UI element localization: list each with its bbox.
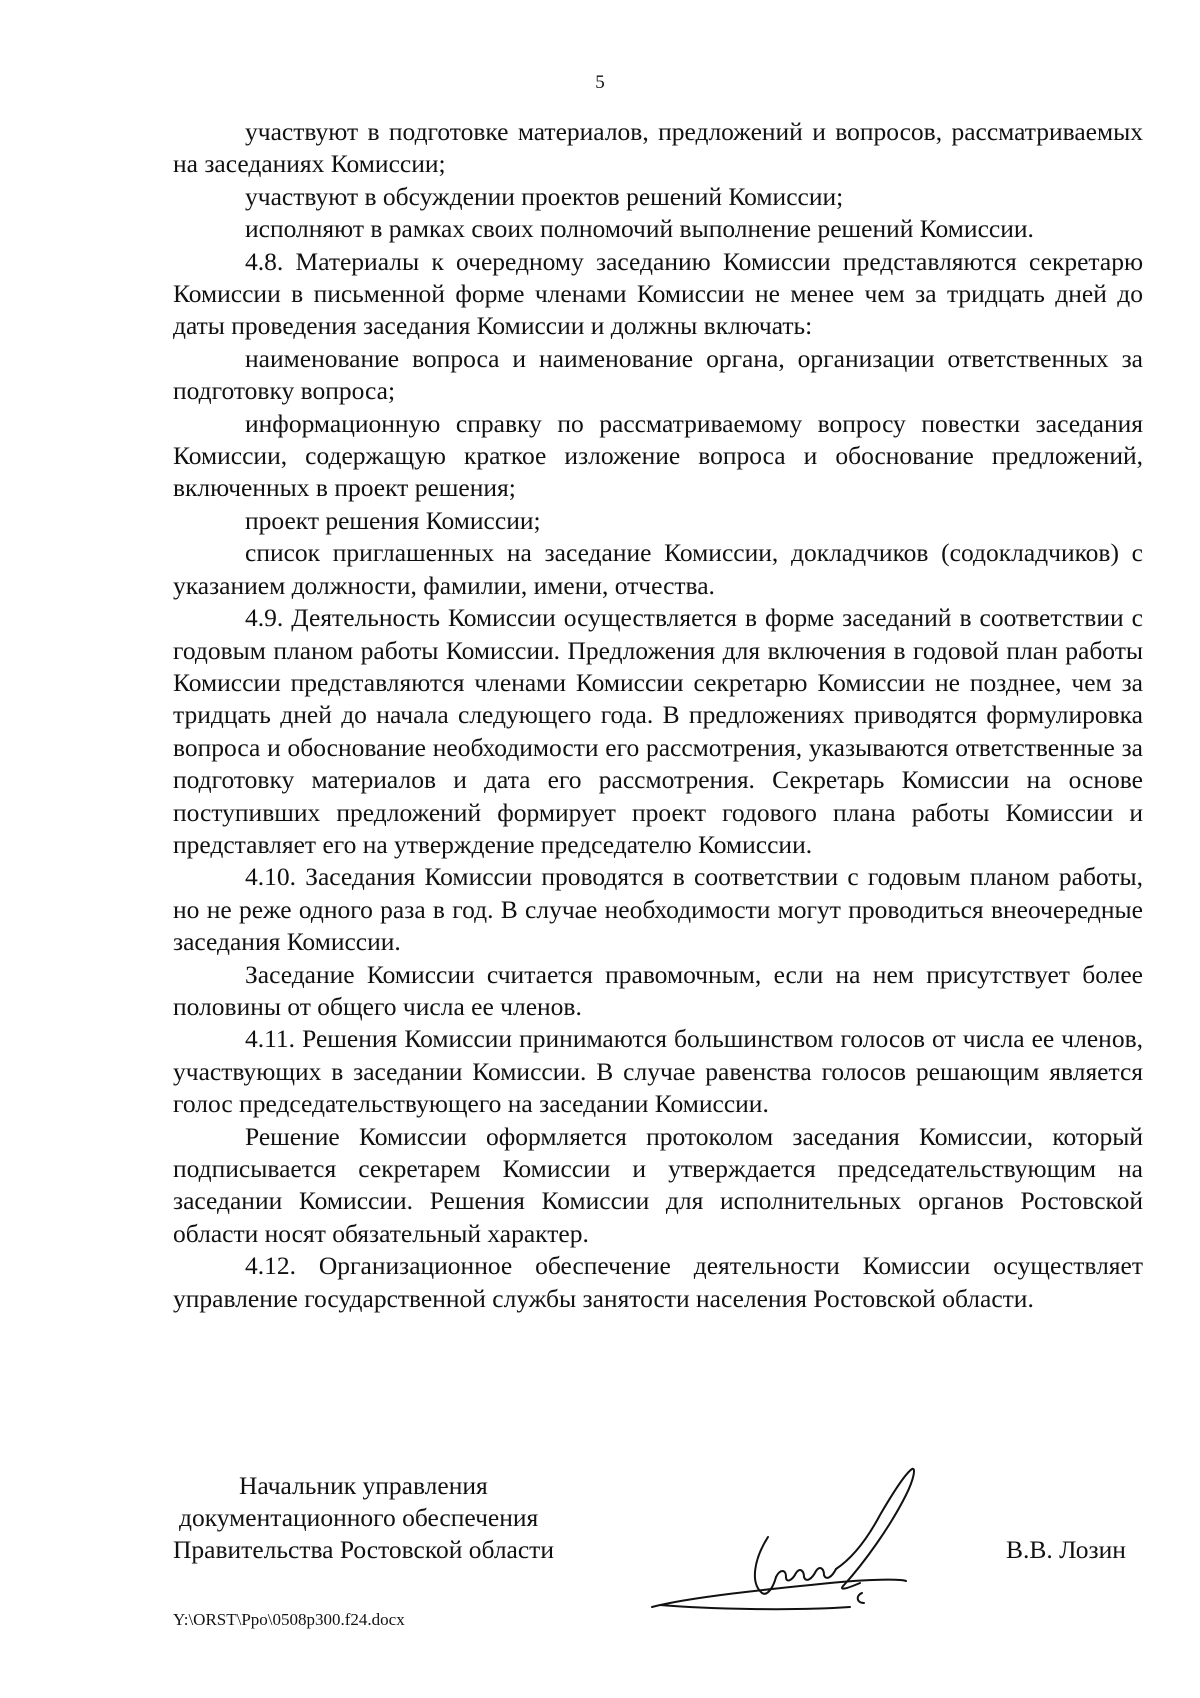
page-number: 5	[595, 72, 605, 93]
signer-name: В.В. Лозин	[1006, 1535, 1126, 1564]
paragraph-2: участвуют в обсуждении проектов решений Комиссии;	[245, 181, 844, 211]
paragraph-4-8: 4.8. Материалы к очередному заседанию Комиссии представляются секретарю Комиссии в письменной форме членами Комиссии не менее чем за тридцать дней до даты проведения заседания Комиссии и должны включать:	[173, 246, 1143, 341]
paragraph-4-9: 4.9. Деятельность Комиссии осуществляется в форме заседаний в соответствии с годовым планом работы Комиссии. Предложения для включения в годовой план работы Комиссии представляются членами Комиссии секретарю Комиссии не позднее, чем за тридцать дней до начала следующего года. В предложениях приводятся формулировка вопроса и обоснование необходимости его рассмотрения, указываются ответственные за подготовку материалов и дата его рассмотрения. Секретарь Комиссии на основе поступивших предложений формирует проект годового плана работы Комиссии и представляет его на утверждение председателю Комиссии.	[173, 603, 1143, 859]
signatory-position-line-2: документационного обеспечения	[179, 1503, 539, 1532]
handwritten-signature	[650, 1465, 970, 1615]
document-body	[173, 116, 1143, 1315]
paragraph-3: исполняют в рамках своих полномочий выполнение решений Комиссии.	[245, 214, 1034, 244]
paragraph-1: участвуют в подготовке материалов, предложений и вопросов, рассматриваемых на заседаниях Комиссии;	[173, 117, 1143, 179]
paragraph-11: Заседание Комиссии считается правомочным, если на нем присутствует более половины от общего числа ее членов.	[173, 959, 1143, 1021]
paragraph-6: информационную справку по рассматриваемому вопросу повестки заседания Комиссии, содержащую краткое изложение вопроса и обоснование предложений, включенных в проект решения;	[173, 408, 1143, 503]
file-path: Y:\ORST\Ppo\0508p300.f24.docx	[173, 1610, 405, 1629]
signatory-position-line-1: Начальник управления	[239, 1471, 488, 1500]
paragraph-5: наименование вопроса и наименование органа, организации ответственных за подготовку вопроса;	[173, 343, 1143, 406]
signatory-position	[173, 1470, 603, 1566]
paragraph-4-11: 4.11. Решения Комиссии принимаются большинством голосов от числа ее членов, участвующих в заседании Комиссии. В случае равенства голосов решающим является голос председательствующего на заседании Комиссии.	[173, 1024, 1143, 1119]
paragraph-13: Решение Комиссии оформляется протоколом заседания Комиссии, который подписывается секретарем Комиссии и утверждается председательствующим на заседании Комиссии. Решения Комиссии для исполнительных органов Ростовской области носят обязательный характер.	[173, 1121, 1143, 1248]
paragraph-4-10: 4.10. Заседания Комиссии проводятся в соответствии с годовым планом работы, но не реже одного раза в год. В случае необходимости могут проводиться внеочередные заседания Комиссии.	[173, 862, 1143, 957]
paragraph-8: список приглашенных на заседание Комиссии, докладчиков (содокладчиков) с указанием должности, фамилии, имени, отчества.	[173, 538, 1143, 600]
signatory-position-line-3: Правительства Ростовской области	[173, 1535, 554, 1564]
paragraph-7: проект решения Комиссии;	[245, 505, 541, 535]
paragraph-4-12: 4.12. Организационное обеспечение деятельности Комиссии осуществляет управление государственной службы занятости населения Ростовской области.	[173, 1251, 1143, 1313]
